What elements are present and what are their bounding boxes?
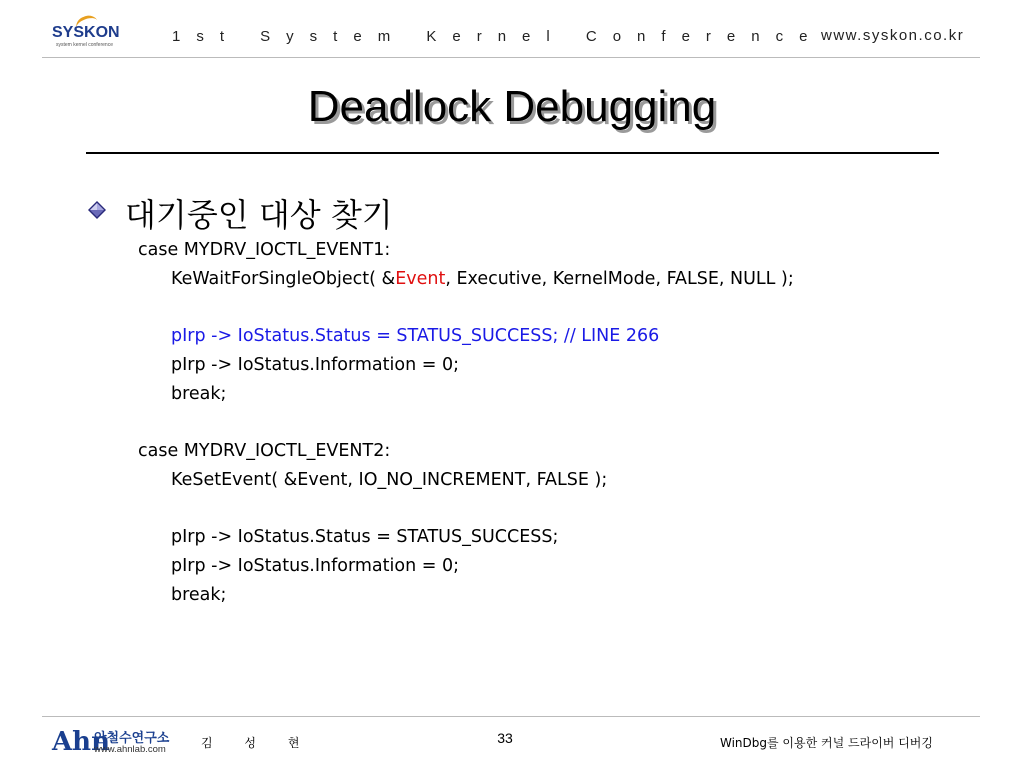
code-line-8: pIrp -> IoStatus.Status = STATUS_SUCCESS; [171,527,559,547]
code-line-2-pre: KeWaitForSingleObject( & [171,269,396,289]
diamond-bullet-icon [88,201,106,219]
section-heading: 대기중인 대상 찾기 [125,196,393,234]
code-line-5: break; [171,384,227,404]
code-line-266: pIrp -> IoStatus.Status = STATUS_SUCCESS; // LINE 266 [171,326,660,346]
code-line-2 [171,269,794,289]
page-number: 33 [497,730,513,746]
title-underline [86,152,939,154]
code-line-4: pIrp -> IoStatus.Information = 0; [171,355,459,375]
syskon-logo [46,14,128,50]
conference-name: 1st System Kernel Conference [172,28,824,45]
footer-divider [42,716,980,717]
ahnlab-company-name: 안철수연구소 [94,731,170,746]
code-line-2-post: , Executive, KernelMode, FALSE, NULL ); [445,269,794,289]
ahnlab-logo-mark: Ahn [52,727,110,757]
header-divider [42,57,980,58]
code-line-9: pIrp -> IoStatus.Information = 0; [171,556,459,576]
code-line-6: case MYDRV_IOCTL_EVENT2: [138,441,391,461]
ahnlab-logo [52,727,192,757]
ahnlab-url: www.ahnlab.com [94,744,166,755]
code-line-10: break; [171,585,227,605]
conference-url: www.syskon.co.kr [821,27,965,44]
syskon-logo-tagline: system kernel conference [56,42,113,48]
code-line-7: KeSetEvent( &Event, IO_NO_INCREMENT, FALSE ); [171,470,608,490]
code-line-1: case MYDRV_IOCTL_EVENT1: [138,240,391,260]
author-name: 김 성 현 [201,736,314,750]
deck-title: WinDbg를 이용한 커널 드라이버 디버깅 [720,736,933,750]
slide-title: Deadlock Debugging [307,82,717,131]
syskon-logo-text: SYSKON [52,24,120,41]
code-event-highlight: Event [395,269,446,289]
